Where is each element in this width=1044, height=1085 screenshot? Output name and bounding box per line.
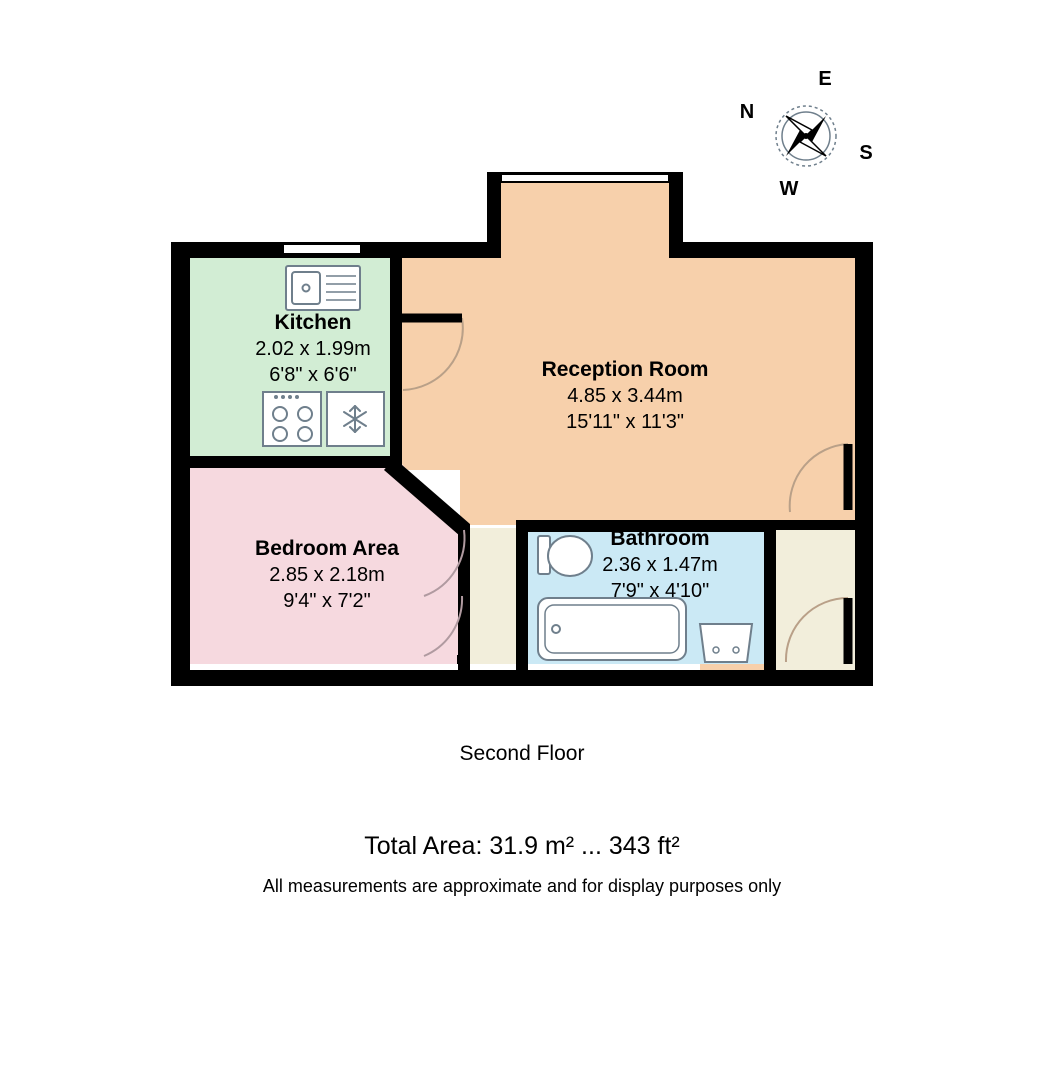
kitchen-name: Kitchen [274,311,352,334]
basin-icon [700,624,752,662]
bathroom-dim-imperial: 7'9" x 4'10" [610,580,710,602]
reception-room-dim-metric: 4.85 x 3.44m [567,385,683,407]
bathroom-label-group [540,526,780,604]
bathtub-icon [538,598,686,660]
bathroom-dim-metric: 2.36 x 1.47m [602,554,718,576]
cooker-icon [263,392,321,446]
reception-room-dim-imperial: 15'11" x 11'3" [566,411,684,433]
disclaimer-text: All measurements are approximate and for display purposes only [262,876,782,896]
hall-fill-left [462,528,523,664]
floor-label: Second Floor [459,742,585,765]
bathroom-name: Bathroom [610,527,710,550]
bedroom-dim-imperial: 9'4" x 7'2" [283,590,371,612]
bedroom-name: Bedroom Area [255,537,399,560]
bedroom-dim-metric: 2.85 x 2.18m [269,564,385,586]
bedroom-label-group [215,536,439,614]
reception-room-label-group [475,357,775,435]
compass-label-south: S [859,142,873,164]
reception-room-name: Reception Room [541,358,709,381]
kitchen-dim-metric: 2.02 x 1.99m [255,338,371,360]
compass-label-north: N [739,101,755,123]
compass-label-west: W [779,178,799,200]
kitchen-label-group [203,310,423,388]
total-area-label: Total Area: 31.9 m² ... 343 ft² [364,832,680,860]
compass-label-east: E [818,68,832,90]
kitchen-dim-imperial: 6'8" x 6'6" [269,364,357,386]
compass-rose-icon [776,106,836,166]
